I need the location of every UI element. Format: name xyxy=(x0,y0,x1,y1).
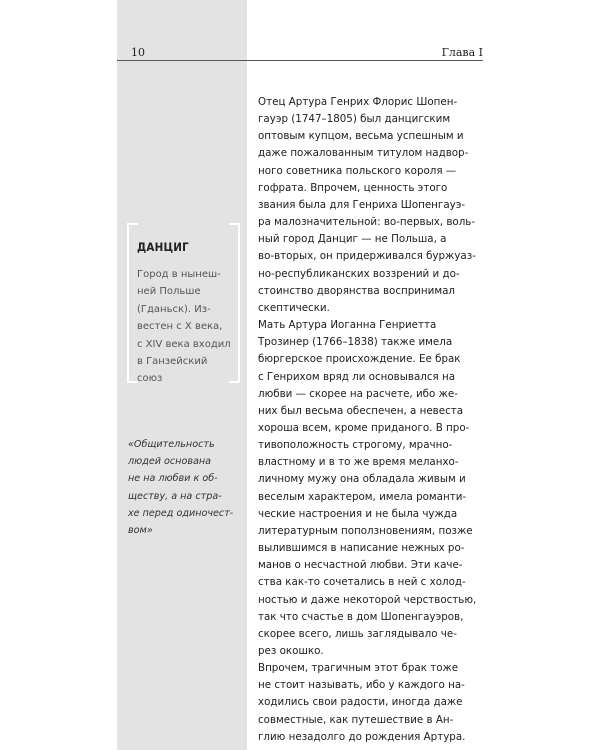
text-line: во-вторых, он придерживался буржуаз- xyxy=(258,250,476,263)
text-line: ства как-то сочетались в ней с холод- xyxy=(258,576,466,589)
text-line: ностью и даже некоторой черствостью, xyxy=(258,593,477,606)
text-line: ходились свои радости, иногда даже xyxy=(258,696,463,709)
glossary-line: Город в нынеш- xyxy=(137,269,221,280)
text-line: стоинство дворянства воспринимал xyxy=(258,284,456,297)
text-line: личному мужу она обладала живым и xyxy=(258,473,466,486)
text-line: глию незадолго до рождения Артура. xyxy=(258,730,466,743)
margin-quote xyxy=(128,436,238,539)
text-line: скептически. xyxy=(258,301,330,314)
text-line: вылившимся в написание нежных ро- xyxy=(258,542,465,555)
quote-line: ществу, а на стра- xyxy=(128,490,222,502)
text-line: гауэр (1747–1805) был данцигским xyxy=(258,113,451,126)
quote-line: «Общительность xyxy=(128,439,215,450)
text-line: так что счастье в дом Шопенгауэров, xyxy=(258,610,464,623)
text-line: бюргерское происхождение. Ее брак xyxy=(258,353,461,366)
text-line: тивоположность строгому, мрачно- xyxy=(258,439,453,452)
paragraph-marriage xyxy=(258,660,486,746)
header-rule xyxy=(117,60,483,61)
text-line: любви — скорее на расчете, ибо же- xyxy=(258,387,458,400)
text-line: рез окошко. xyxy=(258,645,324,657)
text-line: Впрочем, трагичным этот брак тоже xyxy=(258,662,459,675)
text-line: ра малозначительной: во-первых, воль- xyxy=(258,216,476,229)
glossary-line: ней Польше xyxy=(137,286,201,298)
text-line: Мать Артура Иоганна Генриетта xyxy=(258,319,437,332)
text-line: них был весьма обеспечен, а невеста xyxy=(258,404,464,417)
glossary-line: с XIV века входил xyxy=(137,338,231,350)
glossary-title: ДАНЦИГ xyxy=(137,240,189,254)
text-line: совместные, как путешествие в Ан- xyxy=(258,713,454,726)
text-line: литературным поползновениям, позже xyxy=(258,524,473,537)
quote-line: людей основана xyxy=(128,456,211,468)
text-line: даже пожалованным титулом надвор- xyxy=(258,147,469,160)
text-line: манов о несчастной любви. Эти каче- xyxy=(258,559,463,572)
paragraph-mother xyxy=(258,317,486,660)
paragraph-father xyxy=(258,94,486,317)
glossary-line: вестен с X века, xyxy=(137,321,223,333)
quote-line: не на любви к об- xyxy=(128,473,218,485)
running-head: Глава I xyxy=(441,46,483,59)
quote-line: хе перед одиночест- xyxy=(128,507,234,519)
main-text-column xyxy=(258,94,486,746)
quote-line: вом» xyxy=(128,525,153,537)
text-line: ный город Данциг — не Польша, а xyxy=(258,233,447,246)
text-line: звания была для Генриха Шопенгауэ- xyxy=(258,198,466,211)
text-line: скорее всего, лишь заглядывало че- xyxy=(258,627,457,640)
text-line: Трозинер (1766–1838) также имела xyxy=(258,336,453,349)
text-line: оптовым купцом, весьма успешным и xyxy=(258,130,464,143)
text-line: властному и в то же время меланхо- xyxy=(258,456,459,469)
text-line: веселым характером, имела романти- xyxy=(258,490,467,503)
text-line: но-республиканских воззрений и до- xyxy=(258,267,460,280)
text-line: Отец Артура Генрих Флорис Шопен- xyxy=(258,96,458,108)
text-line: ного советника польского короля — xyxy=(258,164,457,177)
glossary-line: (Гданьск). Из- xyxy=(137,303,211,315)
glossary-text xyxy=(137,266,232,388)
glossary-line: союз xyxy=(137,373,163,385)
text-line: с Генрихом вряд ли основывался на xyxy=(258,370,456,383)
text-line: гофрата. Впрочем, ценность этого xyxy=(258,181,448,194)
text-line: хороша всем, кроме приданого. В про- xyxy=(258,421,470,434)
glossary-box xyxy=(127,223,240,385)
text-line: ческие настроения и не была чужда xyxy=(258,507,458,520)
text-line: не стоит называть, ибо у каждого на- xyxy=(258,679,465,692)
glossary-line: в Ганзейский xyxy=(137,356,208,368)
page-number: 10 xyxy=(131,46,145,59)
